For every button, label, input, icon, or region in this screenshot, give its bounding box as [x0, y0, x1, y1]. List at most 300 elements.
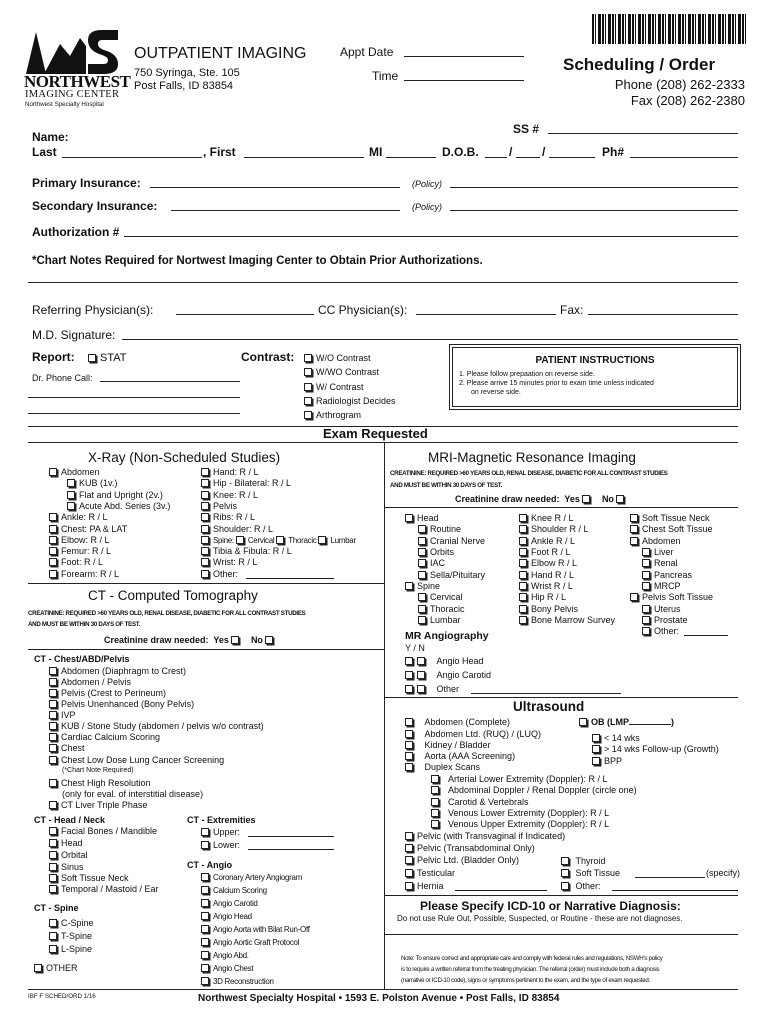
us-item[interactable] — [431, 808, 609, 818]
checkbox[interactable] — [49, 801, 57, 809]
checkbox[interactable] — [431, 820, 439, 828]
checkbox[interactable] — [34, 964, 42, 972]
xray-item[interactable] — [201, 490, 258, 500]
checkbox[interactable] — [630, 593, 638, 601]
us-item[interactable] — [405, 881, 444, 891]
mri-label: Routine — [430, 524, 462, 534]
xray-item[interactable] — [201, 557, 257, 567]
checkbox[interactable] — [519, 548, 527, 556]
checkbox[interactable] — [201, 491, 209, 499]
mri-item[interactable] — [405, 513, 439, 523]
checkbox[interactable] — [592, 745, 600, 753]
lmp-field[interactable] — [629, 724, 671, 725]
ct-creatinine-yes-checkbox[interactable] — [231, 636, 239, 644]
no-checkbox[interactable] — [417, 671, 425, 679]
checkbox[interactable] — [431, 809, 439, 817]
checkbox[interactable] — [405, 730, 413, 738]
us-item[interactable] — [431, 774, 608, 784]
mri-creatinine-warning-2: AND MUST BE WITHIN 30 DAYS OF TEST. — [390, 482, 503, 489]
first-name-field[interactable] — [244, 157, 364, 158]
checkbox[interactable] — [49, 863, 57, 871]
checkbox[interactable] — [642, 548, 650, 556]
ct-item[interactable] — [201, 912, 252, 921]
mri-item[interactable] — [418, 592, 463, 602]
authorization-field[interactable] — [124, 236, 738, 237]
logo-word2: IMAGING CENTER — [25, 89, 120, 100]
ct-item[interactable] — [201, 873, 302, 882]
mri-item[interactable] — [418, 615, 461, 625]
xray-item[interactable] — [49, 535, 110, 545]
checkbox[interactable] — [67, 502, 75, 510]
mri-item[interactable] — [519, 558, 577, 568]
checkbox[interactable] — [642, 582, 650, 590]
secondary-policy-field[interactable] — [450, 210, 738, 211]
us-item[interactable] — [592, 733, 640, 743]
xray-item[interactable] — [49, 569, 119, 579]
ct-upper-label: Upper: — [213, 827, 241, 837]
us-item[interactable] — [405, 740, 491, 750]
yes-checkbox[interactable] — [405, 657, 413, 665]
us-label: Arterial Lower Extremity (Doppler): R / L — [448, 774, 608, 784]
ct-label: Head — [61, 838, 83, 848]
checkbox[interactable] — [519, 525, 527, 533]
ct-item[interactable] — [201, 899, 258, 908]
dob-year-field[interactable] — [549, 157, 595, 158]
checkbox[interactable] — [642, 605, 650, 613]
instruction-1: 1. Please follow prepaation on reverse side. — [459, 371, 595, 378]
mri-item[interactable] — [418, 558, 445, 568]
checkbox[interactable] — [201, 479, 209, 487]
mri-item[interactable] — [405, 581, 440, 591]
checkbox[interactable] — [519, 559, 527, 567]
contrast-option[interactable] — [304, 410, 361, 420]
ct-item[interactable] — [49, 931, 92, 941]
mri-label: Chest Soft Tissue — [642, 524, 713, 534]
dr-phone-line-2[interactable] — [28, 397, 240, 398]
checkbox[interactable] — [49, 839, 57, 847]
checkbox[interactable] — [49, 756, 57, 764]
hernia-field[interactable] — [455, 890, 547, 891]
ct-item[interactable] — [201, 938, 299, 947]
cc-physician-field[interactable] — [416, 314, 556, 315]
ct-item[interactable] — [49, 710, 76, 720]
checkbox[interactable] — [49, 932, 57, 940]
checkbox[interactable] — [201, 925, 209, 933]
ct-item[interactable] — [49, 918, 94, 928]
xray-label: Shoulder: R / L — [213, 524, 274, 534]
us-item[interactable] — [592, 744, 719, 754]
mri-item[interactable] — [519, 604, 578, 614]
ct-item[interactable] — [49, 873, 129, 883]
yes-checkbox[interactable] — [405, 671, 413, 679]
xray-item[interactable] — [49, 524, 127, 534]
mri-item[interactable] — [642, 547, 674, 557]
xray-item[interactable] — [201, 501, 237, 511]
no-checkbox[interactable] — [417, 685, 425, 693]
mri-item[interactable] — [418, 536, 485, 546]
xray-item[interactable] — [49, 467, 100, 477]
mri-creatinine-yes-checkbox[interactable] — [582, 495, 590, 503]
checkbox[interactable] — [418, 571, 426, 579]
us-item[interactable] — [592, 756, 622, 766]
us-thyroid-item[interactable] — [561, 856, 606, 866]
checkbox[interactable] — [201, 964, 209, 972]
ct-item[interactable] — [49, 666, 186, 676]
checkbox[interactable] — [630, 514, 638, 522]
mri-item[interactable] — [519, 592, 566, 602]
checkbox[interactable] — [418, 593, 426, 601]
primary-policy-field[interactable] — [450, 187, 738, 188]
xray-item[interactable] — [49, 512, 108, 522]
checkbox[interactable] — [49, 678, 57, 686]
mri-item[interactable] — [418, 524, 461, 534]
checkbox[interactable] — [592, 734, 600, 742]
xray-item[interactable] — [201, 569, 238, 579]
checkbox[interactable] — [201, 951, 209, 959]
us-item[interactable] — [405, 729, 541, 739]
xray-item[interactable] — [201, 524, 273, 534]
xray-item[interactable] — [201, 512, 255, 522]
checkbox[interactable] — [201, 513, 209, 521]
xray-spine-item[interactable] — [201, 536, 356, 545]
checkbox[interactable] — [519, 582, 527, 590]
us-label: > 14 wks Follow-up (Growth) — [604, 744, 719, 754]
ct-label: CT Liver Triple Phase — [61, 800, 148, 810]
us-item[interactable] — [405, 868, 455, 878]
ct-item[interactable] — [49, 884, 159, 894]
contrast-option[interactable] — [304, 396, 396, 406]
checkbox[interactable] — [405, 844, 413, 852]
ct-extremities-heading: CT - Extremities — [187, 815, 256, 825]
checkbox[interactable] — [49, 558, 57, 566]
ct-item[interactable] — [49, 688, 166, 698]
ct-item[interactable] — [201, 951, 249, 960]
checkbox[interactable] — [418, 537, 426, 545]
checkbox[interactable] — [49, 945, 57, 953]
ct-item[interactable] — [49, 755, 224, 765]
checkbox[interactable] — [201, 938, 209, 946]
checkbox[interactable] — [405, 582, 413, 590]
referring-physician-field[interactable] — [176, 314, 314, 315]
checkbox[interactable] — [201, 502, 209, 510]
xray-item[interactable] — [201, 546, 292, 556]
ct-upper-field[interactable] — [248, 836, 334, 837]
checkbox[interactable] — [49, 827, 57, 835]
us-item[interactable] — [405, 762, 480, 772]
ct-item[interactable] — [49, 778, 151, 788]
mri-item[interactable] — [519, 570, 574, 580]
checkbox[interactable] — [49, 689, 57, 697]
checkbox[interactable] — [276, 536, 284, 544]
xray-item[interactable] — [67, 501, 170, 511]
checkbox[interactable] — [49, 779, 57, 787]
mra-other-field[interactable] — [471, 693, 621, 694]
checkbox[interactable] — [405, 763, 413, 771]
physician-fax-field[interactable] — [588, 314, 738, 315]
checkbox[interactable] — [304, 368, 312, 376]
ct-upper-item[interactable] — [201, 827, 240, 837]
ct-lower-item[interactable] — [201, 840, 240, 850]
checkbox[interactable] — [49, 468, 57, 476]
mi-field[interactable] — [386, 157, 436, 158]
ct-other-item[interactable] — [34, 963, 78, 973]
checkbox[interactable] — [49, 744, 57, 752]
yes-checkbox[interactable] — [405, 685, 413, 693]
mra-item[interactable] — [405, 670, 491, 680]
us-other-item[interactable] — [561, 881, 601, 891]
ct-item[interactable] — [201, 977, 274, 986]
checkbox[interactable] — [67, 479, 75, 487]
checkbox[interactable] — [201, 828, 209, 836]
ct-item[interactable] — [201, 964, 253, 973]
checkbox[interactable] — [201, 899, 209, 907]
checkbox[interactable] — [431, 786, 439, 794]
checkbox[interactable] — [405, 741, 413, 749]
ct-creatinine-draw — [104, 635, 277, 645]
mra-item[interactable] — [405, 684, 459, 694]
checkbox[interactable] — [405, 718, 413, 726]
checkbox[interactable] — [201, 873, 209, 881]
checkbox[interactable] — [201, 525, 209, 533]
checkbox[interactable] — [418, 616, 426, 624]
dr-phone-field[interactable] — [100, 381, 240, 382]
mra-label: Angio Head — [436, 656, 484, 666]
us-soft-item[interactable] — [561, 868, 620, 878]
us-other-field[interactable] — [612, 890, 738, 891]
checkbox[interactable] — [201, 536, 209, 544]
checkbox[interactable] — [519, 593, 527, 601]
checkbox[interactable] — [49, 570, 57, 578]
us-item[interactable] — [431, 819, 609, 829]
checkbox[interactable] — [49, 711, 57, 719]
mra-label: Angio Carotid — [436, 670, 492, 680]
checkbox[interactable] — [49, 919, 57, 927]
checkbox[interactable] — [418, 548, 426, 556]
ct-item[interactable] — [49, 743, 85, 753]
xray-item[interactable] — [201, 478, 291, 488]
checkbox[interactable] — [561, 857, 569, 865]
mri-item[interactable] — [630, 524, 713, 534]
appt-date-field[interactable] — [404, 56, 524, 57]
patient-instructions-box — [452, 347, 738, 407]
last-name-field[interactable] — [62, 157, 202, 158]
dr-phone-line-3[interactable] — [28, 413, 240, 414]
checkbox[interactable] — [49, 733, 57, 741]
us-item[interactable] — [405, 843, 535, 853]
divider — [28, 282, 738, 283]
xray-item[interactable] — [49, 546, 111, 556]
contrast-radiologist: Radiologist Decides — [316, 396, 396, 406]
checkbox[interactable] — [519, 537, 527, 545]
mri-label: Head — [417, 513, 439, 523]
checkbox[interactable] — [201, 912, 209, 920]
soft-tissue-field[interactable] — [635, 877, 705, 878]
icd-note-2: is to require a written referral from the treating physician. The referral (order) must include both a diagnosis — [401, 966, 660, 973]
ct-item[interactable] — [49, 944, 92, 954]
ct-item[interactable] — [49, 721, 264, 731]
time-field[interactable] — [404, 80, 524, 81]
mri-item[interactable] — [642, 570, 692, 580]
checkbox[interactable] — [304, 383, 312, 391]
mri-item[interactable] — [418, 547, 454, 557]
checkbox[interactable] — [49, 722, 57, 730]
mri-item[interactable] — [642, 626, 679, 636]
appt-date-label: Appt Date — [340, 45, 394, 59]
mri-item[interactable] — [519, 581, 573, 591]
checkbox[interactable] — [405, 869, 413, 877]
mri-item[interactable] — [630, 592, 713, 602]
checkbox[interactable] — [642, 616, 650, 624]
mri-item[interactable] — [642, 581, 681, 591]
checkbox[interactable] — [201, 468, 209, 476]
checkbox[interactable] — [201, 558, 209, 566]
checkbox[interactable] — [67, 491, 75, 499]
checkbox[interactable] — [405, 752, 413, 760]
checkbox[interactable] — [49, 700, 57, 708]
ct-item[interactable] — [49, 677, 131, 687]
checkbox[interactable] — [201, 977, 209, 985]
mri-item[interactable] — [519, 536, 575, 546]
checkbox[interactable] — [49, 536, 57, 544]
chart-note: *Chart Notes Required for Nortwest Imaging Center to Obtain Prior Authorizations. — [32, 255, 483, 267]
dob-day-field[interactable] — [516, 157, 540, 158]
contrast-option[interactable] — [304, 353, 371, 363]
mri-label: Liver — [654, 547, 674, 557]
us-label: Pelvic Ltd. (Bladder Only) — [417, 855, 520, 865]
primary-insurance-field[interactable] — [150, 187, 400, 188]
contrast-option[interactable] — [304, 367, 379, 377]
checkbox[interactable] — [49, 547, 57, 555]
us-item[interactable] — [431, 785, 637, 795]
checkbox[interactable] — [431, 775, 439, 783]
mri-item[interactable] — [418, 570, 485, 580]
checkbox[interactable] — [405, 514, 413, 522]
checkbox[interactable] — [519, 616, 527, 624]
checkbox[interactable] — [49, 513, 57, 521]
checkbox[interactable] — [519, 514, 527, 522]
ct-item[interactable] — [201, 925, 310, 934]
diagnosis-field[interactable] — [384, 934, 738, 935]
mri-item[interactable] — [519, 615, 615, 625]
md-signature-field[interactable] — [122, 339, 738, 340]
mri-label: IAC — [430, 558, 446, 568]
checkbox[interactable] — [431, 798, 439, 806]
ct-lower-field[interactable] — [248, 849, 334, 850]
checkbox[interactable] — [642, 627, 650, 635]
checkbox[interactable] — [519, 571, 527, 579]
contrast-option[interactable] — [304, 382, 364, 392]
ct-item[interactable] — [49, 800, 147, 810]
instructions-title: PATIENT INSTRUCTIONS — [535, 355, 655, 366]
checkbox[interactable] — [49, 667, 57, 675]
checkbox[interactable] — [579, 718, 587, 726]
mra-item[interactable] — [405, 656, 484, 666]
us-item[interactable] — [405, 831, 565, 841]
checkbox[interactable] — [519, 605, 527, 613]
checkbox[interactable] — [201, 547, 209, 555]
checkbox[interactable] — [49, 874, 57, 882]
us-ob-item[interactable] — [579, 717, 674, 727]
ct-creatinine-no-checkbox[interactable] — [265, 636, 273, 644]
checkbox[interactable] — [642, 559, 650, 567]
checkbox[interactable] — [418, 605, 426, 613]
checkbox[interactable] — [49, 851, 57, 859]
checkbox[interactable] — [201, 886, 209, 894]
checkbox[interactable] — [630, 525, 638, 533]
xray-item[interactable] — [49, 557, 103, 567]
checkbox[interactable] — [592, 757, 600, 765]
stat-option[interactable] — [88, 352, 126, 364]
checkbox[interactable] — [236, 536, 244, 544]
us-item[interactable] — [405, 751, 515, 761]
checkbox[interactable] — [201, 841, 209, 849]
checkbox[interactable] — [201, 570, 209, 578]
mri-item[interactable] — [519, 547, 571, 557]
mri-item[interactable] — [630, 513, 710, 523]
ct-item[interactable] — [49, 850, 88, 860]
us-item[interactable] — [431, 797, 529, 807]
checkbox[interactable] — [304, 397, 312, 405]
no-checkbox[interactable] — [417, 657, 425, 665]
ct-item[interactable] — [49, 838, 83, 848]
us-item[interactable] — [405, 717, 510, 727]
checkbox[interactable] — [418, 559, 426, 567]
checkbox[interactable] — [49, 885, 57, 893]
xray-item[interactable] — [67, 490, 163, 500]
checkbox[interactable] — [561, 882, 569, 890]
xray-other-field[interactable] — [246, 578, 334, 579]
patient-phone-field[interactable] — [630, 157, 738, 158]
mri-other-field[interactable] — [684, 635, 728, 636]
xray-label: Hip - Bilateral: R / L — [213, 478, 292, 488]
mri-creatinine-no-checkbox[interactable] — [616, 495, 624, 503]
dob-month-field[interactable] — [485, 157, 507, 158]
ct-item[interactable] — [49, 826, 157, 836]
mri-item[interactable] — [418, 604, 465, 614]
secondary-insurance-field[interactable] — [171, 210, 400, 211]
ct-label: Abdomen / Pelvis — [61, 677, 132, 687]
checkbox[interactable] — [405, 856, 413, 864]
mra-title: MR Angiography — [405, 630, 489, 642]
checkbox[interactable] — [418, 525, 426, 533]
ct-item[interactable] — [49, 732, 160, 742]
checkbox[interactable] — [642, 571, 650, 579]
stat-checkbox[interactable] — [88, 354, 96, 362]
checkbox[interactable] — [318, 536, 326, 544]
page-title: OUTPATIENT IMAGING — [134, 45, 307, 62]
ss-field[interactable] — [548, 133, 738, 134]
checkbox[interactable] — [405, 882, 413, 890]
checkbox[interactable] — [304, 354, 312, 362]
mri-item[interactable] — [519, 513, 574, 523]
checkbox[interactable] — [405, 832, 413, 840]
us-item[interactable] — [405, 855, 519, 865]
checkbox[interactable] — [304, 411, 312, 419]
checkbox[interactable] — [630, 537, 638, 545]
mri-item[interactable] — [630, 536, 681, 546]
mri-item[interactable] — [519, 524, 589, 534]
checkbox[interactable] — [561, 869, 569, 877]
xray-item[interactable] — [67, 478, 117, 488]
ct-item[interactable] — [49, 699, 194, 709]
mri-item[interactable] — [642, 604, 681, 614]
ct-item[interactable] — [201, 886, 267, 895]
xray-item[interactable] — [201, 467, 259, 477]
mri-item[interactable] — [642, 615, 688, 625]
checkbox[interactable] — [49, 525, 57, 533]
mri-item[interactable] — [642, 558, 678, 568]
ct-item[interactable] — [49, 862, 84, 872]
